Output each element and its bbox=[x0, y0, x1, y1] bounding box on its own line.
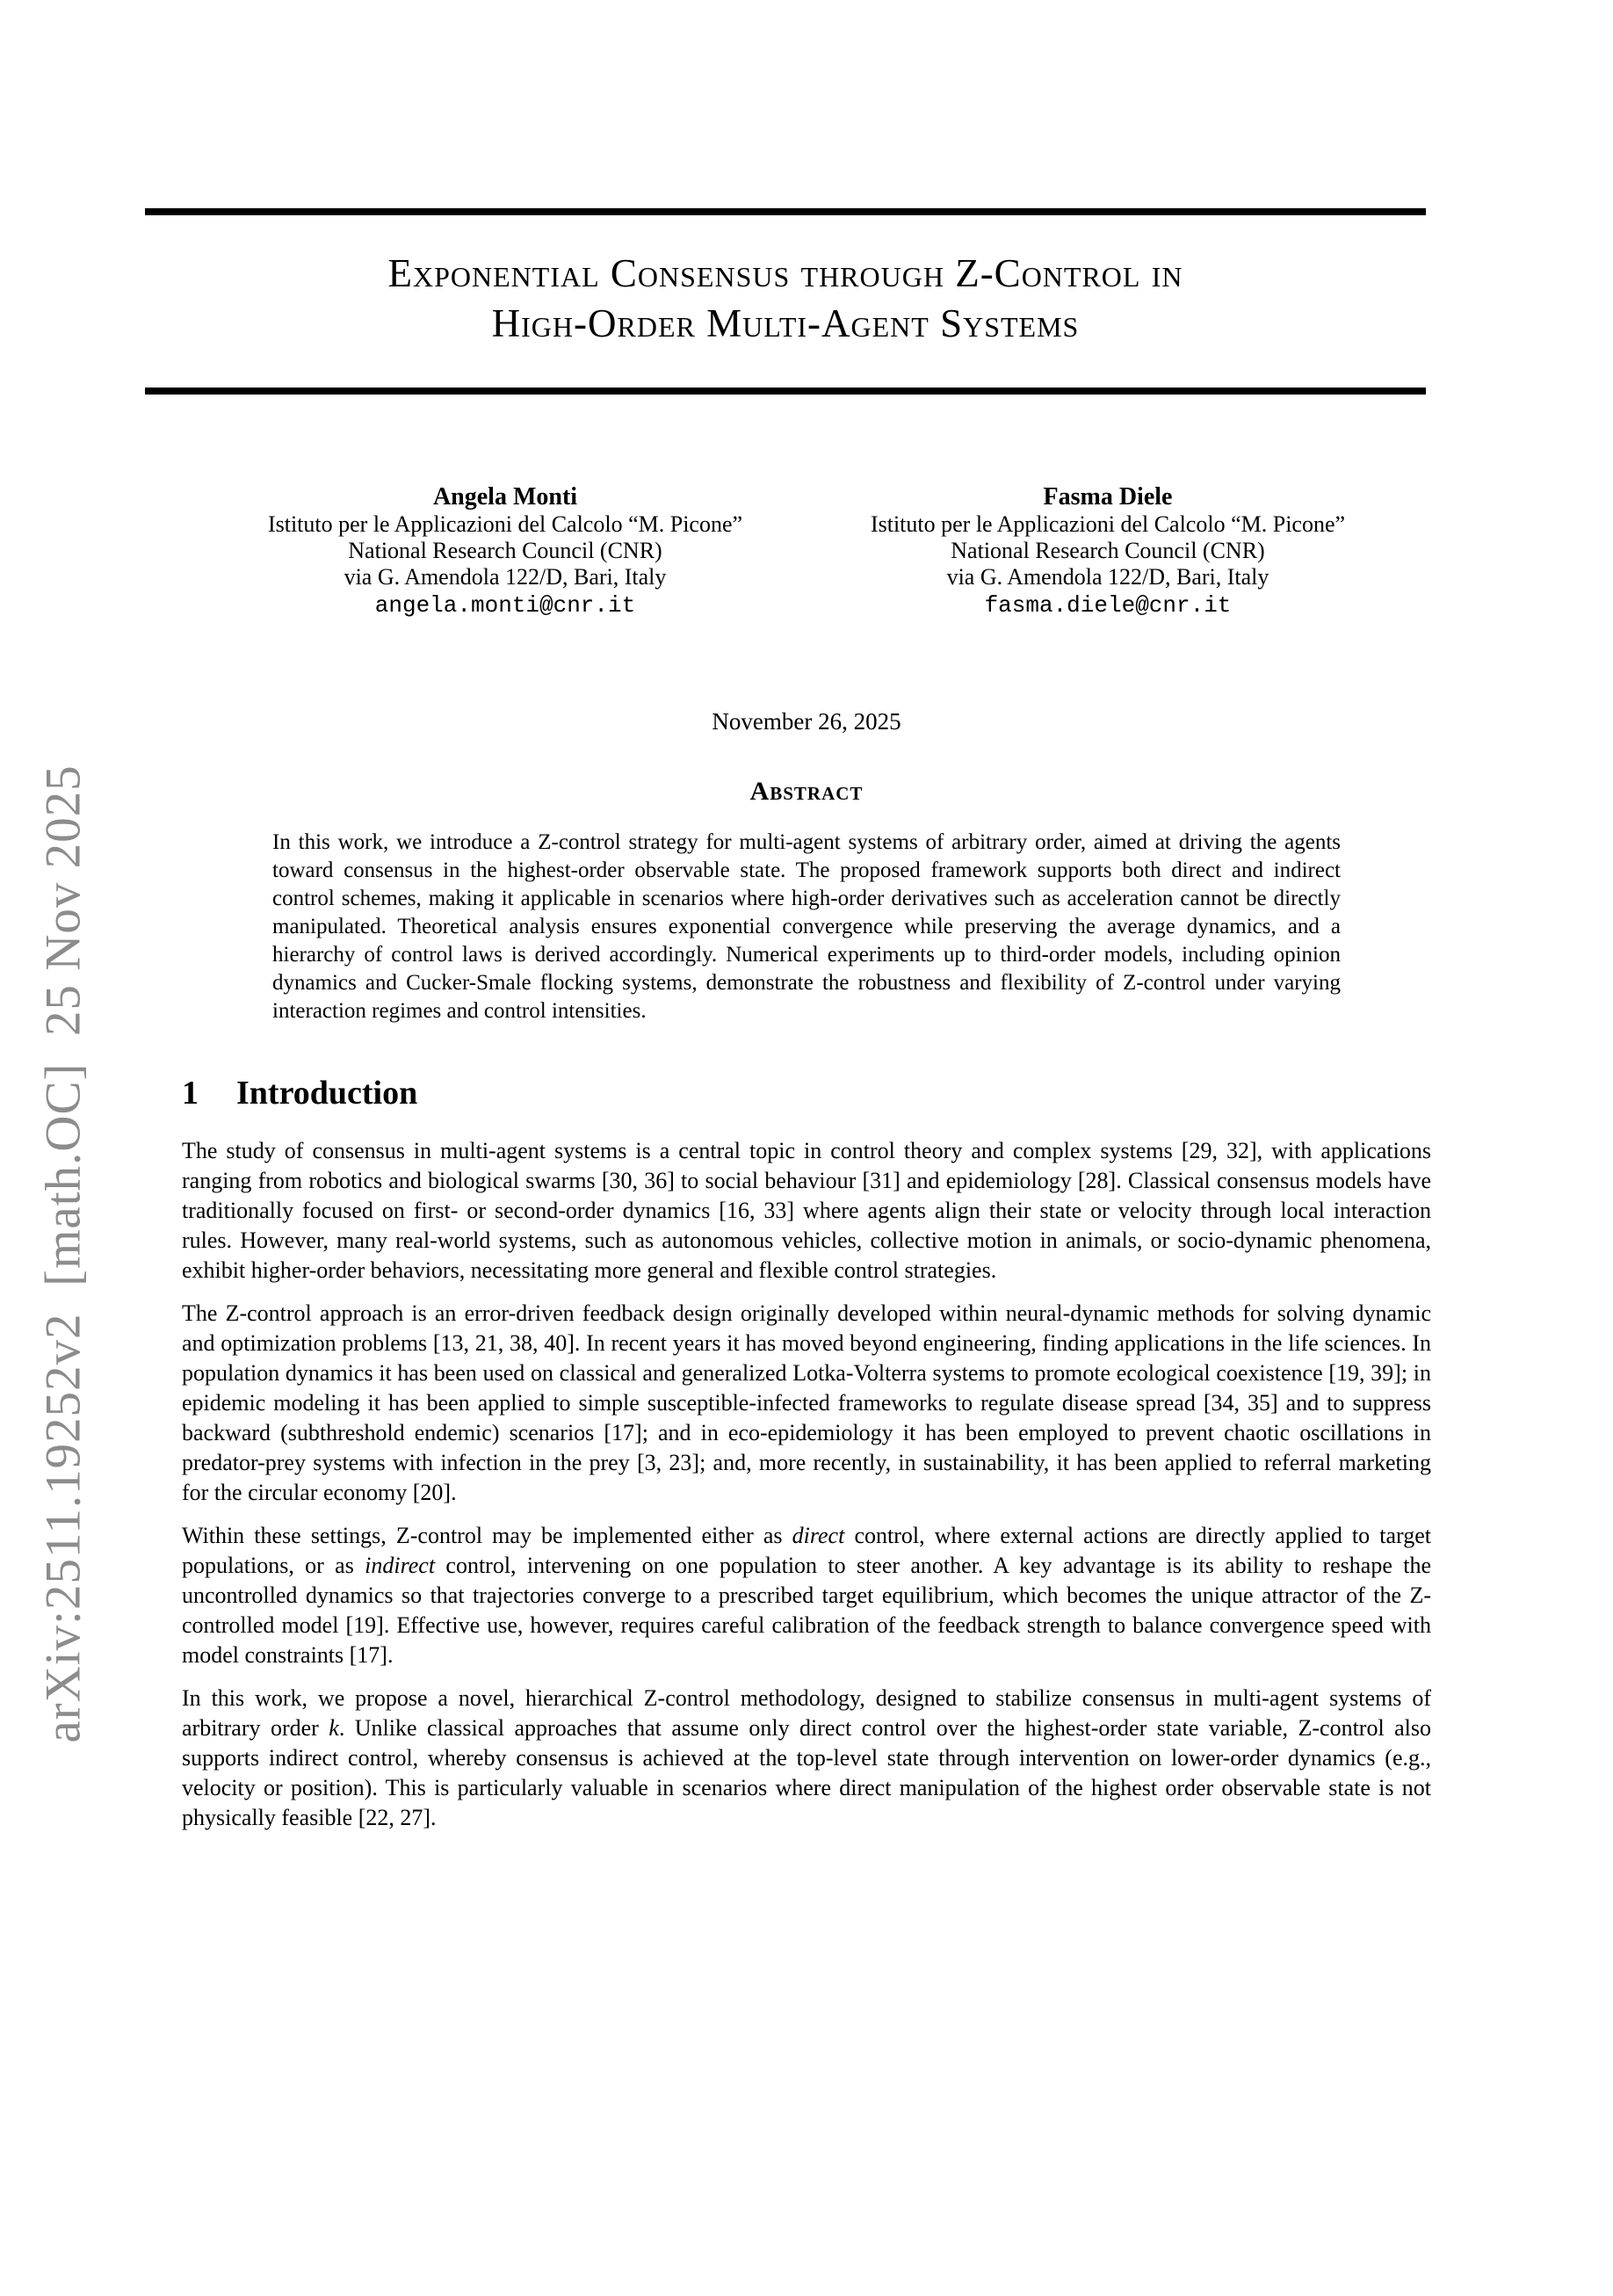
author-name: Angela Monti bbox=[432, 483, 578, 511]
paper-title bbox=[154, 249, 1417, 349]
author-affiliation-line1: Istituto per le Applicazioni del Calcolo “M. Picone” bbox=[267, 511, 743, 537]
author-block-2 bbox=[827, 482, 1389, 620]
author-email: angela.monti@cnr.it bbox=[374, 592, 636, 619]
author-affiliation-line2: National Research Council (CNR) bbox=[348, 538, 662, 563]
section-number: 1 bbox=[182, 1075, 199, 1112]
intro-paragraph-3: Within these settings, Z-control may be implemented either as direct control, where external actions are directly applied to target populations, or as indirect control, intervening on one population to steer another. A key advantage is its ability to reshape the uncontrolled dynamics so that trajectories converge to a prescribed target equilibrium, which becomes the unique attractor of the Z-controlled model [19]. Effective use, however, requires careful calibration of the feedback strength to balance convergence speed with model constraints [17]. bbox=[182, 1523, 1431, 1668]
intro-paragraph-2: The Z-control approach is an error-driven feedback design originally developed within neural-dynamic methods for solving dynamic and optimization problems [13, 21, 38, 40]. In recent years it has moved beyond engineering, finding applications in the life sciences. In population dynamics it has been used on classical and generalized Lotka-Volterra systems to promote ecological coexistence [19, 39]; in epidemic modeling it has been applied to simple susceptible-infected frameworks to regulate disease spread [34, 35] and to suppress backward (subthreshold endemic) scenarios [17]; and in eco-epidemiology it has been employed to prevent chaotic oscillations in predator-prey systems with infection in the prey [3, 23]; and, more recently, in sustainability, it has been applied to referral marketing for the circular economy [20]. bbox=[182, 1300, 1431, 1505]
author-affiliation-line3: via G. Amendola 122/D, Bari, Italy bbox=[344, 564, 667, 590]
author-block-1 bbox=[224, 482, 786, 620]
abstract-heading: Abstract bbox=[749, 777, 864, 806]
paper-page bbox=[0, 208, 1613, 2296]
author-name: Fasma Diele bbox=[1043, 483, 1173, 511]
section-heading-introduction bbox=[182, 1074, 1613, 1112]
section-title: Introduction bbox=[236, 1075, 418, 1112]
intro-paragraph-4: In this work, we propose a novel, hierarchical Z-control methodology, designed to stabilize consensus in multi-agent systems of arbitrary order k. Unlike classical approaches that assume only direct control over the highest-order state variable, Z-control also supports indirect control, whereby consensus is achieved at the top-level state through intervention on lower-order dynamics (e.g., velocity or position). This is particularly valuable in scenarios where direct manipulation of the highest order observable state is not physically feasible [22, 27]. bbox=[182, 1685, 1432, 1830]
author-affiliation-line3: via G. Amendola 122/D, Bari, Italy bbox=[946, 564, 1269, 590]
paper-date: November 26, 2025 bbox=[712, 708, 901, 735]
abstract-text: In this work, we introduce a Z-control strategy for multi-agent systems of arbitrary order, aimed at driving the agents toward consensus in the highest-order observable state. The proposed framework supports both direct and indirect control schemes, making it applicable in scenarios where high-order derivatives such as acceleration cannot be directly manipulated. Theoretical analysis ensures exponential convergence while preserving the average dynamics, and a hierarchy of control laws is derived accordingly. Numerical experiments up to third-order models, including opinion dynamics and Cucker-Smale flocking systems, demonstrate the robustness and flexibility of Z-control under varying interaction regimes and control intensities. bbox=[272, 830, 1341, 1023]
arxiv-watermark: arXiv:2511.19252v2 [math.OC] 25 Nov 2025 bbox=[35, 764, 91, 1743]
author-affiliation-line1: Istituto per le Applicazioni del Calcolo “M. Picone” bbox=[870, 511, 1346, 537]
title-block bbox=[145, 208, 1426, 395]
author-affiliation-line2: National Research Council (CNR) bbox=[951, 538, 1265, 563]
author-email: fasma.diele@cnr.it bbox=[984, 592, 1232, 619]
authors-row bbox=[0, 482, 1613, 620]
intro-paragraph-1: The study of consensus in multi-agent systems is a central topic in control theory and complex systems [29, 32], with applications ranging from robotics and biological swarms [30, 36] to social behaviour [31] and epidemiology [28]. Classical consensus models have traditionally focused on first- or second-order dynamics [16, 33] where agents align their state or velocity through local interaction rules. However, many real-world systems, such as autonomous vehicles, collective motion in animals, or socio-dynamic phenomena, exhibit higher-order behaviors, necessitating more general and flexible control strategies. bbox=[182, 1138, 1431, 1283]
paper-title-line1: Exponential Consensus through Z-Control in bbox=[387, 251, 1183, 295]
paper-title-line2: High-Order Multi-Agent Systems bbox=[491, 301, 1080, 345]
